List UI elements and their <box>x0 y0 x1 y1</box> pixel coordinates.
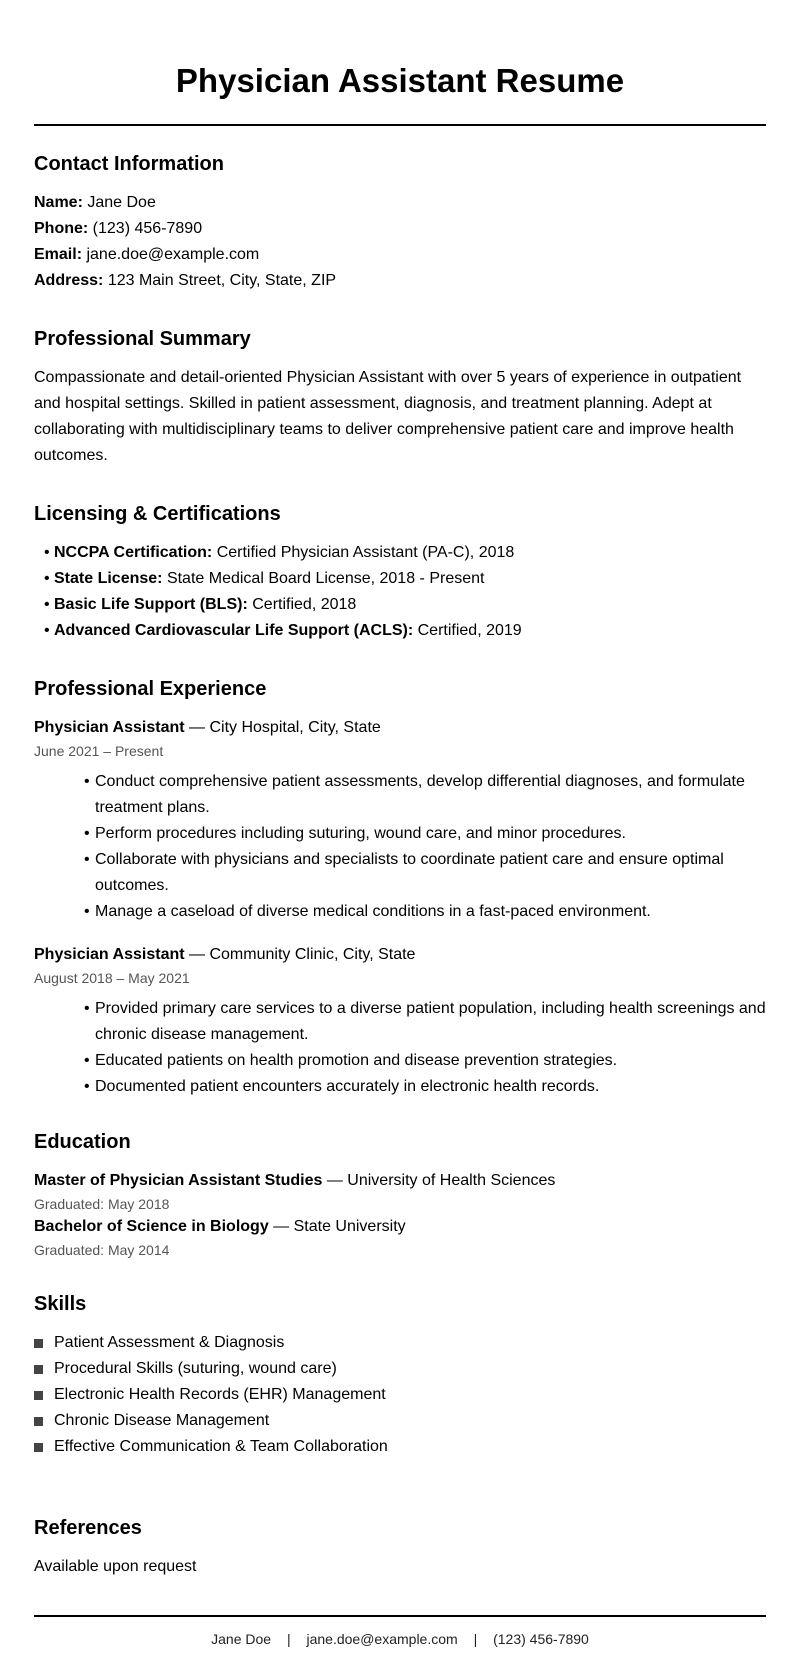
experience-heading: Professional Experience <box>34 678 267 700</box>
square-bullet-icon <box>34 1339 43 1348</box>
certification-list <box>34 540 766 644</box>
footer-email: jane.doe@example.com <box>306 1631 458 1647</box>
degree-title: Bachelor of Science in Biology — State University <box>34 1218 406 1235</box>
job-dates: June 2021 – Present <box>34 743 164 759</box>
job-title: Physician Assistant — Community Clinic, City, State <box>34 946 416 963</box>
page-footer <box>34 1615 766 1649</box>
graduation-date: Graduated: May 2018 <box>34 1196 170 1212</box>
job-duties-list <box>34 769 766 925</box>
contact-name: Name: Jane Doe <box>34 194 156 211</box>
job-dates: August 2018 – May 2021 <box>34 970 190 986</box>
education-heading: Education <box>34 1131 131 1153</box>
job-duties-list <box>34 996 766 1100</box>
list-item: • Advanced Cardiovascular Life Support (ACLS): Certified, 2019 <box>34 618 766 644</box>
footer-phone: (123) 456-7890 <box>493 1631 589 1647</box>
footer-separator: | <box>473 1631 478 1647</box>
skills-heading: Skills <box>34 1293 87 1315</box>
list-item: Patient Assessment & Diagnosis <box>34 1330 766 1356</box>
list-item: • Conduct comprehensive patient assessments, develop differential diagnoses, and formulate treatment plans. <box>34 769 766 821</box>
references-text: Available upon request <box>34 1558 197 1575</box>
list-item: Electronic Health Records (EHR) Management <box>34 1382 766 1408</box>
summary-text: Compassionate and detail-oriented Physician Assistant with over 5 years of experience in outpatient and hospital settings. Skilled in patient assessment, diagnosis, and treatment planning. Adept at collaborating with multidisciplinary teams to deliver comprehensive patient care and improve health outcomes. <box>34 369 742 464</box>
experience-section <box>34 677 766 925</box>
contact-section <box>34 152 766 294</box>
list-item: Chronic Disease Management <box>34 1408 766 1434</box>
footer-separator: | <box>286 1631 291 1647</box>
graduation-date: Graduated: May 2014 <box>34 1242 170 1258</box>
contact-heading: Contact Information <box>34 153 224 175</box>
references-section <box>34 1516 766 1580</box>
licensing-heading: Licensing & Certifications <box>34 503 281 525</box>
contact-address: Address: 123 Main Street, City, State, ZIP <box>34 272 337 289</box>
summary-heading: Professional Summary <box>34 328 251 350</box>
square-bullet-icon <box>34 1417 43 1426</box>
contact-phone: Phone: (123) 456-7890 <box>34 220 203 237</box>
footer-name: Jane Doe <box>211 1631 272 1647</box>
job-title: Physician Assistant — City Hospital, City, State <box>34 719 381 736</box>
list-item: • Perform procedures including suturing, wound care, and minor procedures. <box>34 821 766 847</box>
list-item: • Provided primary care services to a diverse patient population, including health screenings and chronic disease management. <box>34 996 766 1048</box>
square-bullet-icon <box>34 1391 43 1400</box>
skills-list <box>34 1330 766 1460</box>
page-title: Physician Assistant Resume <box>34 0 766 126</box>
contact-email: Email: jane.doe@example.com <box>34 246 260 263</box>
list-item: • Manage a caseload of diverse medical conditions in a fast-paced environment. <box>34 899 766 925</box>
list-item: • Basic Life Support (BLS): Certified, 2018 <box>34 592 766 618</box>
experience-job-2 <box>34 942 766 1100</box>
list-item: • NCCPA Certification: Certified Physician Assistant (PA-C), 2018 <box>34 540 766 566</box>
list-item: • Collaborate with physicians and specialists to coordinate patient care and ensure optimal outcomes. <box>34 847 766 899</box>
square-bullet-icon <box>34 1443 43 1452</box>
square-bullet-icon <box>34 1365 43 1374</box>
skills-section <box>34 1292 766 1460</box>
licensing-section <box>34 502 766 644</box>
summary-section <box>34 327 766 469</box>
list-item: • Documented patient encounters accurately in electronic health records. <box>34 1074 766 1100</box>
list-item: Procedural Skills (suturing, wound care) <box>34 1356 766 1382</box>
education-section <box>34 1130 766 1260</box>
references-heading: References <box>34 1517 142 1539</box>
list-item: • State License: State Medical Board License, 2018 - Present <box>34 566 766 592</box>
list-item: • Educated patients on health promotion and disease prevention strategies. <box>34 1048 766 1074</box>
list-item: Effective Communication & Team Collaboration <box>34 1434 766 1460</box>
degree-title: Master of Physician Assistant Studies — University of Health Sciences <box>34 1172 556 1189</box>
